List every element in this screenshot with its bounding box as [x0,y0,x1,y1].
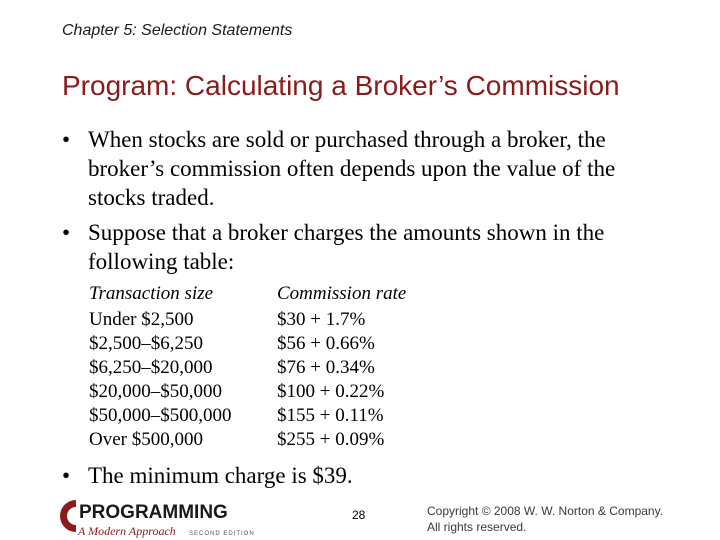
page-number: 28 [352,508,366,522]
logo-brand: PROGRAMMING [79,502,228,523]
bullet-item [62,125,662,215]
bullet-text: When stocks are sold or purchased through a broker, the broker’s commission often depends upon the value of the stocks traded. [88,127,616,210]
logo-edition: SECOND EDITION [189,531,255,537]
bullet-marker: • [62,127,71,152]
table-cell: $2,500–$6,250 [89,333,203,354]
table-cell: $50,000–$500,000 [89,405,232,426]
bullet-text: The minimum charge is $39. [88,463,353,488]
table-cell: $20,000–$50,000 [89,381,222,402]
table-cell: $30 + 1.7% [277,309,366,330]
bullet-text: Suppose that a broker charges the amounts shown in the following table: [88,220,605,274]
copyright-notice [427,503,663,535]
bullet-marker: • [62,463,71,488]
table-cell: $76 + 0.34% [277,357,375,378]
table-column-transaction-size [89,282,269,452]
table-column-commission-rate [277,282,477,452]
column-header: Transaction size [89,283,214,304]
logo-tagline: A Modern Approach [78,524,176,538]
table-cell: Under $2,500 [89,309,194,330]
table-cell: $56 + 0.66% [277,333,375,354]
bullet-item [62,218,662,278]
table-cell: Over $500,000 [89,429,203,450]
table-cell: $255 + 0.09% [277,429,385,450]
column-header: Commission rate [277,283,407,304]
table-cell: $100 + 0.22% [277,381,385,402]
table-cell: $6,250–$20,000 [89,357,213,378]
c-logo-mark [60,500,76,532]
copyright-line: Copyright © 2008 W. W. Norton & Company. [427,504,664,518]
copyright-line: All rights reserved. [427,520,527,534]
bullet-marker: • [62,220,71,245]
book-logo [52,496,272,540]
slide-title: Program: Calculating a Broker’s Commission [62,70,620,101]
bullet-item [62,461,662,491]
chapter-heading: Chapter 5: Selection Statements [62,22,293,39]
table-cell: $155 + 0.11% [277,405,384,426]
